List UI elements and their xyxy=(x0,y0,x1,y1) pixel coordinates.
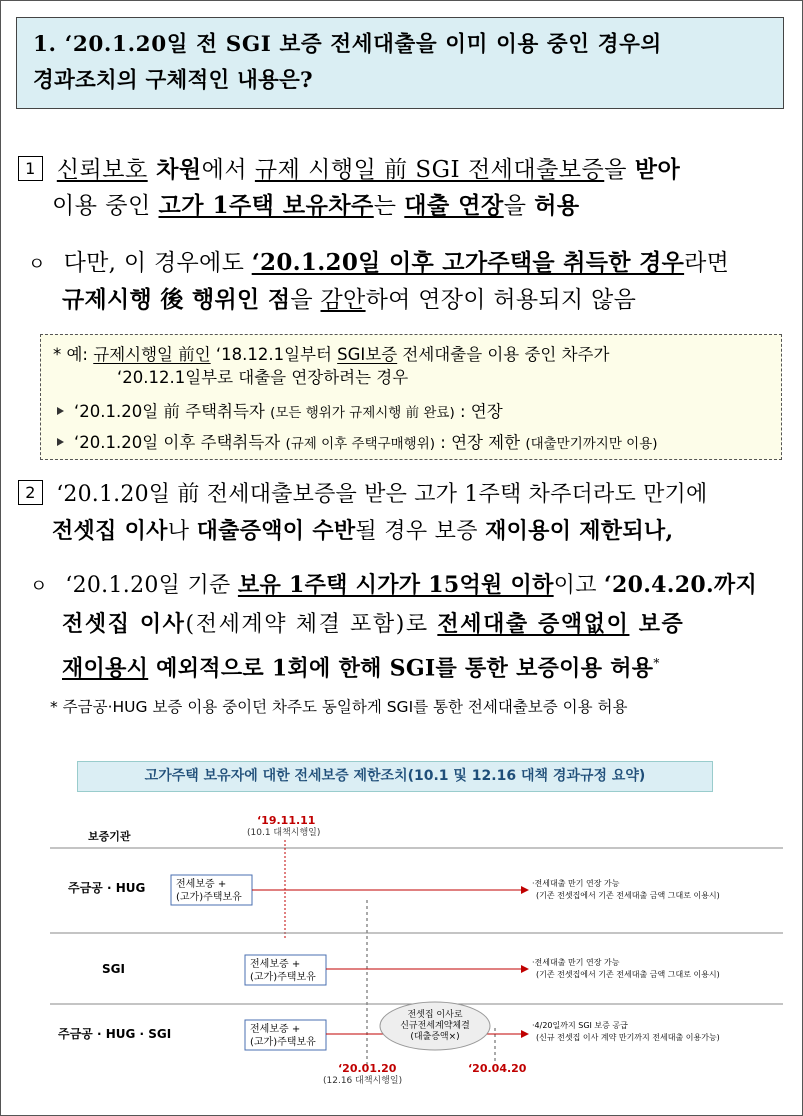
svg-text:(대출증액×): (대출증액×) xyxy=(410,1032,460,1042)
diagram-title: 고가주택 보유자에 대한 전세보증 제한조치(10.1 및 12.16 대책 경과규정 요약) xyxy=(77,761,713,792)
section2-sub-line2: 전셋집 이사(전세계약 체결 포함)로 전세대출 증액없이 보증 xyxy=(62,611,685,637)
date3-label: ‘20.04.20 xyxy=(468,1062,527,1075)
svg-text:(신규 전셋집 이사 계약 만기까지 전세대출 이용가능): (신규 전셋집 이사 계약 만기까지 전세대출 이용가능) xyxy=(536,1033,720,1042)
timeline-diagram xyxy=(40,800,790,1100)
section1-sub-line1: ㅇ 다만, 이 경우에도 ‘20.1.20일 이후 고가주택을 취득한 경우라면 xyxy=(28,245,729,283)
svg-text:전세보증 +: 전세보증 + xyxy=(250,1024,301,1035)
svg-text:(고가)주택보유: (고가)주택보유 xyxy=(250,1037,316,1048)
bullet-circle-icon: ㅇ xyxy=(30,576,48,597)
row-2 xyxy=(102,955,720,985)
triangle-bullet-icon xyxy=(57,438,64,446)
svg-text:·4/20일까지 SGI 보증 공급: ·4/20일까지 SGI 보증 공급 xyxy=(532,1021,628,1030)
svg-text:전세보증 +: 전세보증 + xyxy=(176,879,227,890)
example-box xyxy=(40,334,782,460)
section2-line1: 2 ‘20.1.20일 前 전세대출보증을 받은 고가 1주택 차주더라도 만기에 xyxy=(18,477,707,513)
date2-note: (12.16 대책시행일) xyxy=(323,1076,403,1086)
diagram-col-header: 보증기관 xyxy=(88,830,131,843)
svg-text:전셋집 이사로: 전셋집 이사로 xyxy=(407,1010,463,1020)
triangle-bullet-icon xyxy=(57,407,64,415)
svg-text:(고가)주택보유: (고가)주택보유 xyxy=(250,972,316,983)
svg-text:(고가)주택보유: (고가)주택보유 xyxy=(176,892,242,903)
row-label: 주금공 · HUG xyxy=(68,881,146,895)
section1-line1: 1 신뢰보호 차원에서 규제 시행일 前 SGI 전세대출보증을 받아 xyxy=(18,152,680,188)
section1-line2: 이용 중인 고가 1주택 보유차주는 대출 연장을 허용 xyxy=(52,192,580,219)
section2-sub-line3: 재이용시 예외적으로 1회에 한해 SGI를 통한 보증이용 허용* xyxy=(62,655,660,682)
example-row-3: ‘20.1.20일 前 주택취득자 (모든 행위가 규제시행 前 완료) : 연장 xyxy=(57,398,503,422)
example-row-4: ‘20.1.20일 이후 주택취득자 (규제 이후 주택구매행위) : 연장 제한 (대출만기까지만 이용) xyxy=(57,429,658,453)
svg-text:(기존 전셋집에서 기존 전세대출 금액 그대로 이용시: (기존 전셋집에서 기존 전세대출 금액 그대로 이용시) xyxy=(536,970,720,979)
row-3 xyxy=(58,1002,720,1050)
question-line-1: 1. ‘20.1.20일 전 SGI 보증 전세대출을 이미 이용 중인 경우의 xyxy=(33,32,662,57)
row-label: 주금공 · HUG · SGI xyxy=(58,1027,172,1041)
svg-text:신규전세계약체결: 신규전세계약체결 xyxy=(400,1021,470,1031)
bullet-circle-icon: ㅇ xyxy=(28,254,46,275)
section1-number: 1 xyxy=(18,156,43,181)
svg-text:전세보증 +: 전세보증 + xyxy=(250,959,301,970)
example-row-1: * 예: 규제시행일 前인 ‘18.12.1일부터 SGI보증 전세대출을 이용 중인 차주가 xyxy=(53,345,610,364)
date1-note: (10.1 대책시행일) xyxy=(247,828,321,838)
question-box xyxy=(16,17,784,109)
question-line-2: 경과조치의 구체적인 내용은? xyxy=(33,68,313,93)
example-row-2: ‘20.12.1일부로 대출을 연장하려는 경우 xyxy=(117,368,409,387)
section1-sub-line2: 규제시행 後 행위인 점을 감안하여 연장이 허용되지 않음 xyxy=(62,286,637,313)
svg-text:·전세대출 만기 연장 가능: ·전세대출 만기 연장 가능 xyxy=(532,958,620,967)
date1-label: ‘19.11.11 xyxy=(257,814,316,827)
svg-text:(기존 전셋집에서 기존 전세대출 금액 그대로 이용시: (기존 전셋집에서 기존 전세대출 금액 그대로 이용시) xyxy=(536,891,720,900)
row-1 xyxy=(68,875,720,905)
section2-line2: 전셋집 이사나 대출증액이 수반될 경우 보증 재이용이 제한되나, xyxy=(52,518,674,544)
section2-number: 2 xyxy=(18,480,43,505)
svg-text:·전세대출 만기 연장 가능: ·전세대출 만기 연장 가능 xyxy=(532,879,620,888)
section2-sub-line1: ㅇ ‘20.1.20일 기준 보유 1주택 시가가 15억원 이하이고 ‘20.4.20.까지 xyxy=(30,567,757,605)
row-label: SGI xyxy=(102,962,125,976)
footnote: * 주금공·HUG 보증 이용 중이던 차주도 동일하게 SGI를 통한 전세대출보증 이용 허용 xyxy=(50,698,628,716)
date2-label: ‘20.01.20 xyxy=(338,1062,397,1075)
